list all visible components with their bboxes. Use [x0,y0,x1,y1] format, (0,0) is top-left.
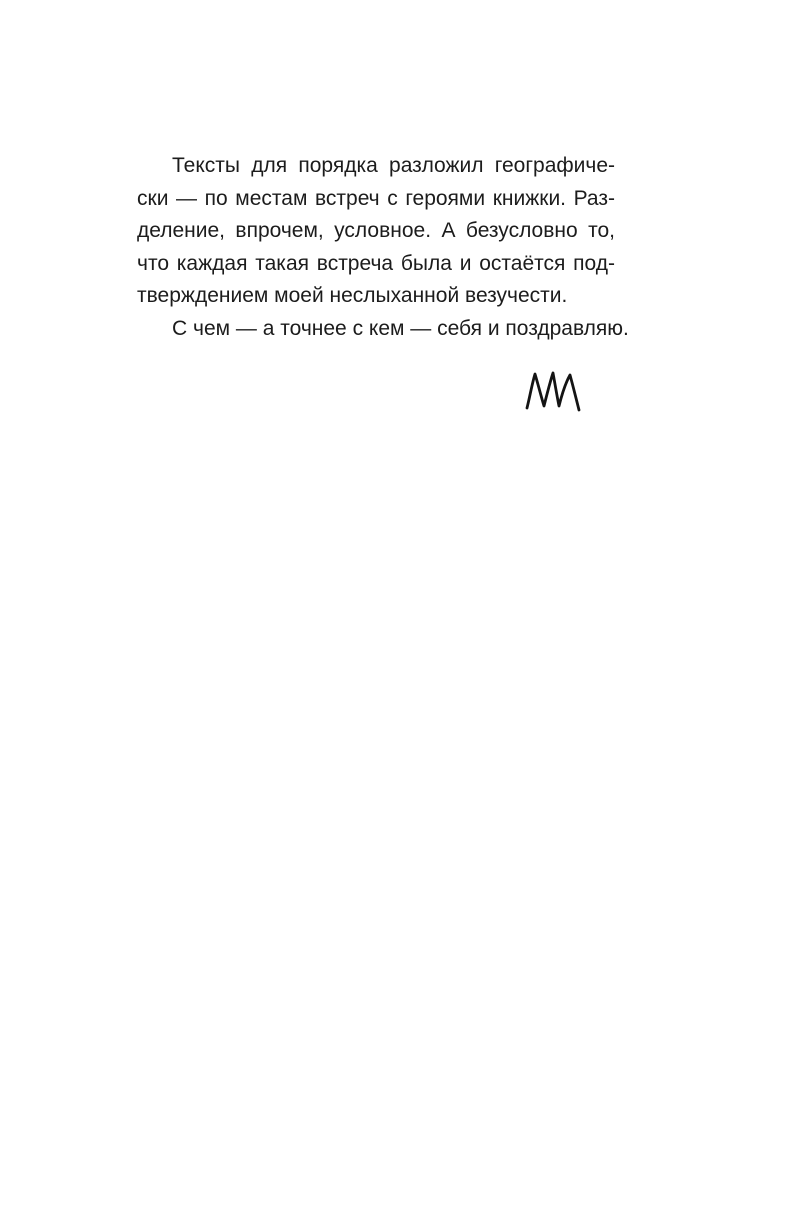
paragraph-line-3: деление, впрочем, условное. А безусловно то, [137,219,615,242]
paragraph-line-2: ски — по местам встреч с героями книжки. Раз- [137,186,615,210]
paragraph-line-4: что каждая такая встреча была и остаётся под- [137,251,615,275]
paragraph-line-5: тверждением моей неслыханной везучести. [137,284,568,307]
closing-line: С чем — а точнее с кем — себя и поздравляю. [172,316,629,340]
handwritten-signature [522,366,584,416]
body-text [137,150,629,345]
paragraph-line-1: Тексты для порядка разложил географиче- [172,154,615,177]
